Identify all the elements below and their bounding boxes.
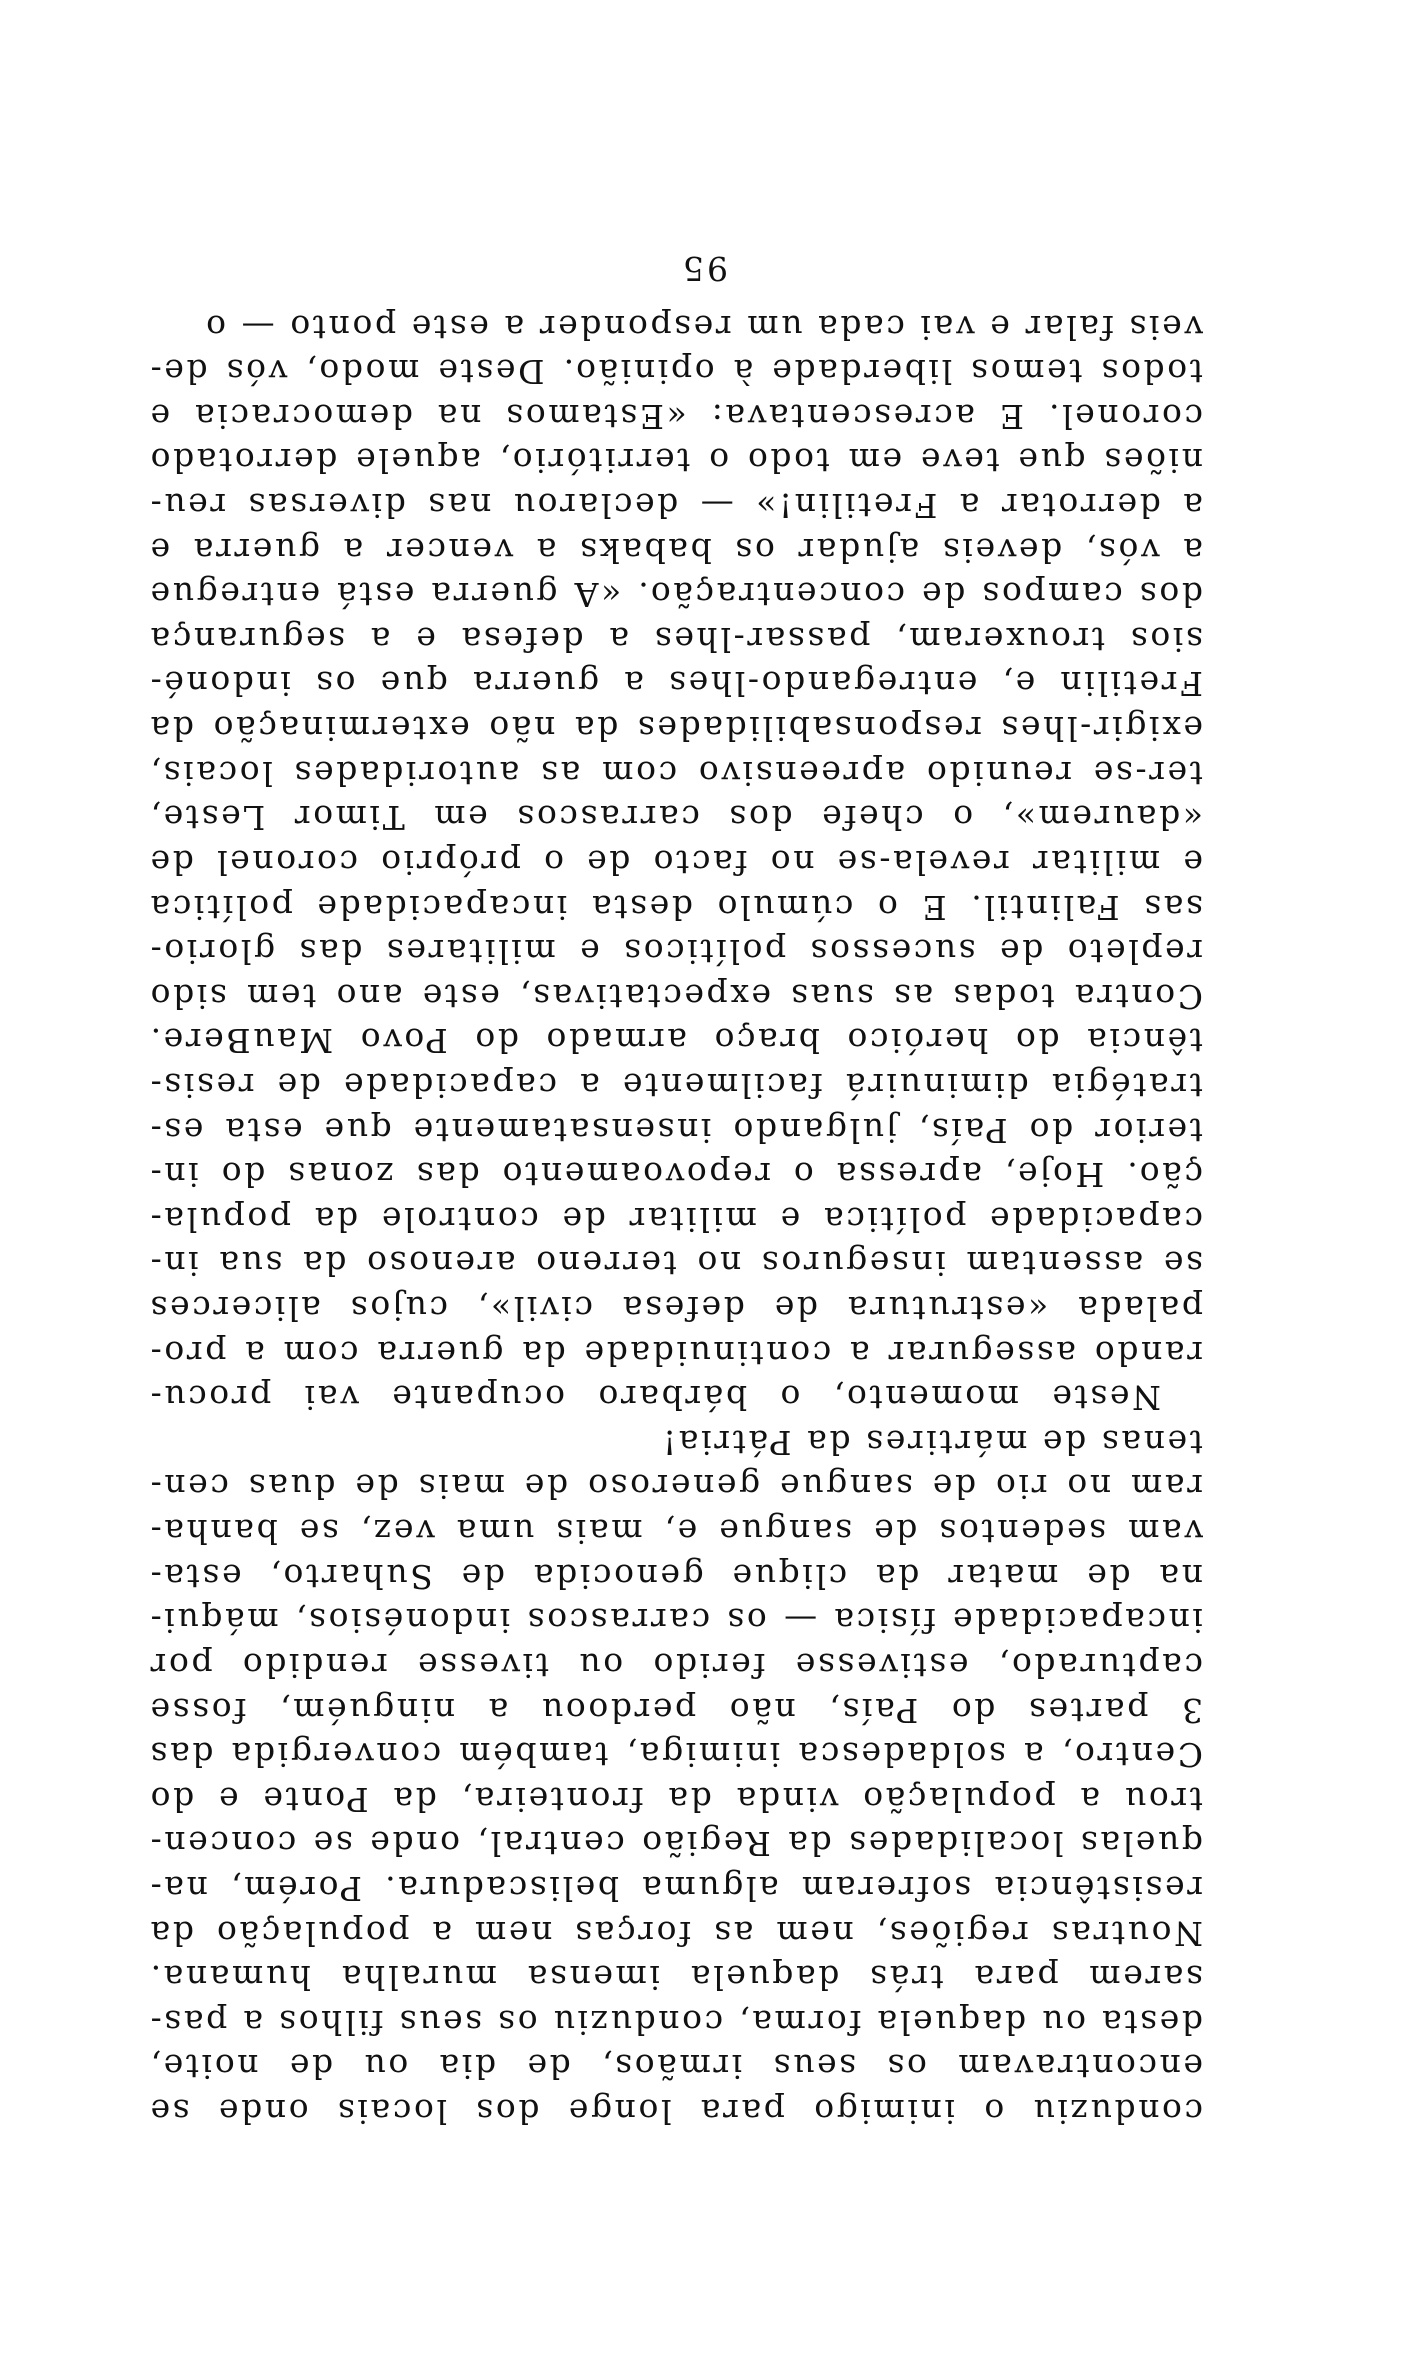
text-line: Noutras regiões, nem as forças nem a população da [148, 1913, 1203, 1953]
text-line: veis falar e vai cada um responder a este ponto — o [203, 307, 1203, 347]
text-line: ção. Hoje, apressa o repovoamento das zonas do in- [148, 1155, 1203, 1195]
text-line: tratégia diminuirá facilmente a capacidade de resis- [148, 1065, 1203, 1105]
text-line: dos campos de concentração. «A guerra está entregue [148, 575, 1203, 615]
text-line: capacidade política e militar de controle da popula- [148, 1199, 1203, 1239]
text-line: rando assegurar a continuidade da guerra com a pro- [148, 1333, 1203, 1373]
text-line: todos temos liberdade à opinião. Deste modo, vós de- [148, 352, 1203, 392]
text-line: terior do País, julgando insensatamente que esta es- [148, 1110, 1203, 1150]
text-line: coronel. E acrescentava: «Estamos na democracia e [148, 396, 1203, 436]
text-line: 3 partes do País, não perdoou a ninguém, fosse [148, 1690, 1203, 1730]
text-line: palada «estrutura de defesa civil», cujos alicerces [148, 1289, 1203, 1329]
text-line: conduziu o inimigo para longe dos locais onde se [148, 2092, 1203, 2131]
text-line: encontravam os seus irmãos, de dia ou de noite, [148, 2047, 1203, 2087]
text-line: sarem para trás daquela imensa muralha humana. [148, 1958, 1203, 1998]
text-line: tenas de mártires da Pátria! [660, 1422, 1203, 1462]
text-line: se assentam inseguros no terreno arenoso da sua in- [148, 1244, 1203, 1284]
text-line: resistência sofreram alguma beliscadura. Porém, na- [148, 1868, 1203, 1908]
text-line: Fretilin e, entregando-lhes a guerra que os indoné- [148, 664, 1203, 704]
text-line: a derrotar a Fretilin!» — declarou nas diversas reu- [148, 486, 1203, 526]
text-line: tência do heróico braço armado do Povo MauBere. [148, 1021, 1203, 1061]
text-line: repleto de sucessos políticos e militares das glorio- [148, 932, 1203, 972]
text-line: niões que teve em todo o território, aquele derrotado [148, 441, 1203, 481]
text-line: na de matar da clique genocida de Suharto, esta- [148, 1556, 1203, 1596]
text-line: «daurem», o chefe dos carrascos em Timor Leste, [148, 798, 1203, 838]
text-line: Contra todas as suas expectativas, este ano tem sido [148, 976, 1203, 1016]
text-line: vam sedentos de sangue e, mais uma vez, se banha- [148, 1512, 1203, 1552]
text-line: exigir-lhes responsabilidades da não exterminação da [148, 709, 1203, 749]
text-line: incapacidade física — os carrascos indonésios, máqui- [148, 1601, 1203, 1641]
text-line: sios trouxeram, passar-lhes a defesa e a segurança [148, 619, 1203, 659]
page-number: 95 [680, 249, 728, 288]
text-line: trou a população vinda da fronteira, da Ponte e do [148, 1779, 1203, 1819]
text-line: ram no rio de sangue generoso de mais de duas cen- [148, 1467, 1203, 1507]
text-line: quelas localidades da Região central, onde se concen- [148, 1824, 1203, 1864]
text-line: sas Falintil. E o cúmulo desta incapacidade política [148, 887, 1203, 927]
text-line: ter-se reunido apreensivo com as autoridades locais, [148, 753, 1203, 793]
body-text [148, 304, 1203, 2133]
text-line: capturado, estivesse ferido ou tivesse rendido por [148, 1645, 1203, 1685]
text-line: desta ou daquela forma, conduziu os seus filhos a pas- [148, 2002, 1203, 2042]
text-line: a vós, deveis ajudar os babaks a vencer a guerra e [148, 530, 1203, 570]
text-line: Neste momento, o bárbaro ocupante vai procu- [148, 1378, 1161, 1418]
text-line: e militar revela-se no facto de o próprio coronel de [148, 842, 1203, 882]
text-line: Centro, a soldadesca inimiga, também convergida das [148, 1735, 1203, 1775]
